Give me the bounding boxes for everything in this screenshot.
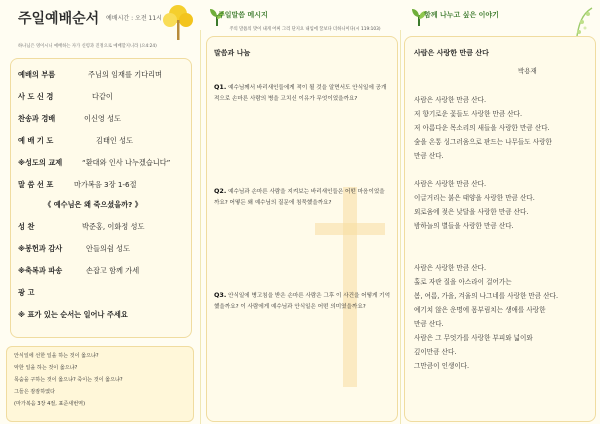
question-1: Q1. 예수님께서 바리새인들에게 적이 될 것을 알면서도 안식일에 공개적으로 손마른 사람의 병을 고치신 이유가 무엇이었을까요?	[214, 83, 387, 102]
poem-line: 저 향기로운 꽃들도 사랑한 만큼 산다.	[414, 110, 523, 118]
discussion-caption: 말씀과 나눔	[214, 49, 251, 57]
scripture-line: 그들은 잠잠하였다	[14, 389, 55, 395]
poem-title: 사람은 사랑한 만큼 산다	[414, 49, 489, 57]
poem-line: 숲을 온통 싱그러움으로 판드는 나무들도 사랑한	[414, 138, 552, 146]
order-row: 예배의 부름 주님의 임재를 기다리며	[18, 70, 163, 79]
question-2: Q2. 예수님과 손마른 사람을 지켜보는 바리새인들은 어떤 마음이었을까요? 어떻든 왜 예수님의 질문에 침묵했을까요?	[214, 187, 385, 206]
question-3: Q3. 안식일에 병고침을 받은 손마른 사람은 그후 이 사건을 어떻게 기억했을까요? 이 사람에게 예수님과 안식일은 어떤 의미였을까요?	[214, 291, 390, 310]
order-row: ※축복과 파송 손잡고 함께 가세	[18, 266, 140, 275]
tree-icon	[156, 0, 200, 44]
poem-line: 사람은 사랑한 만큼 산다.	[414, 96, 487, 104]
poem-line: 외로움에 젖은 낮달을 사랑한 만큼 산다.	[414, 208, 529, 216]
order-row: ※봉헌과 감사 안들의쉼 성도	[18, 244, 130, 253]
order-row: 광 고	[18, 288, 35, 297]
poem-line: 밤하늘의 별들을 사랑한 만큼 산다.	[414, 222, 514, 230]
poem-line: 사람은 사랑한 만큼 산다.	[414, 180, 487, 188]
order-row: 말 씀 선 포 마가복음 3장 1-6절	[18, 180, 137, 189]
story-column	[400, 0, 600, 424]
scripture-line: 목숨을 구하는 것이 옳으냐? 죽이는 것이 옳으냐?	[14, 377, 123, 383]
order-row: 예 배 기 도 김태인 성도	[18, 136, 134, 145]
cross-watermark	[315, 223, 385, 235]
service-verse: 하나님은 영이시니 예배하는 자가 신령과 진정으로 예배할지니라 (요4:24)	[18, 44, 157, 49]
order-row: ※성도의 교제 “환대와 인사 나누겠습니다”	[18, 158, 171, 167]
poem-line: 이글거리는 붉은 태양을 사랑한 만큼 산다.	[414, 194, 535, 202]
story-header: 함께 나누고 싶은 이야기	[424, 11, 499, 19]
order-row: 찬송과 경배 이신영 성도	[18, 114, 122, 123]
scripture-line: 악한 일을 하는 것이 옳으냐?	[14, 365, 78, 371]
poem-line: 사람은 그 무엇가를 사랑한 부피와 넓이와	[414, 334, 533, 342]
poem-line: 사람은 사랑한 만큼 산다.	[414, 264, 487, 272]
message-column	[200, 0, 400, 424]
service-title: 주일예배순서	[18, 11, 100, 27]
poem-line: 저 아름다운 목소리의 새들을 사랑한 만큼 산다.	[414, 124, 550, 132]
cross-watermark	[343, 187, 357, 387]
poem-line: 봄, 여름, 가을, 겨울의 나그네를 사랑한 만큼 산다.	[414, 292, 559, 300]
poem-line: 만큼 산다.	[414, 152, 444, 160]
service-time: 예배시간 : 오전 11시	[106, 15, 162, 22]
poem-line: 예기치 않은 운명에 몸부림치는 생애를 사랑한	[414, 306, 546, 314]
poem-line: 그만큼이 인생이다.	[414, 362, 470, 370]
poem-line: 깊이만큼 산다.	[414, 348, 457, 356]
message-header: 주일말씀 메시지	[218, 11, 268, 19]
order-row: 성 찬 박준홍, 이화정 성도	[18, 222, 145, 231]
scripture-line: 안식일에 선한 일을 하는 것이 옳으냐?	[14, 353, 99, 359]
order-of-service-column: 주일예배순서 예배시간 : 오전 11시 하나님은 영이시니 예배하는 자가 신령과 진정으로 예배할지니라 (요4:24) 예배의 부름 주님의 임재를 기다리며 사 도 신 경 다같이 찬송과 경배 이신영 성도 예 배 기 도 김태인 성도 ※성도의 교제 “환대와 인사 나누겠습니다” 말 씀 선 포 마가복음 3장 1-6절 《 예수님은 왜 죽으셨을까? 》 성 찬 박준홍, 이화정 성도 ※봉헌과 감사 안들의쉼 성도 ※축복과 파송 손잡고 함께 가세 광 고 ※ 표가 있는 순서는 일어나 주세요 안식일에 선한 일을 하는 것이 옳으냐? 악한 일을 하는 것이 옳으냐? 목숨을 구하는 것이 옳으냐? 죽이는 것이 옳으냐? 그들은 잠잠하였다 (마가복음 3장 4절, 표준새번역)	[0, 0, 200, 424]
poem-line: 홀로 자란 질을 아스라이 걸어가는	[414, 278, 512, 286]
poem-author: 박용재	[518, 67, 537, 75]
poem-line: 만큼 산다.	[414, 320, 444, 328]
scripture-line: (마가복음 3장 4절, 표준새번역)	[14, 401, 86, 407]
stand-note: ※ 표가 있는 순서는 일어나 주세요	[18, 310, 128, 319]
order-row: 사 도 신 경 다같이	[18, 92, 113, 101]
message-verse: 주의 말씀의 맛이 내게 어찌 그리 단지요 내입에 꿀보다 더하니이다(시 119:103)	[229, 27, 381, 32]
